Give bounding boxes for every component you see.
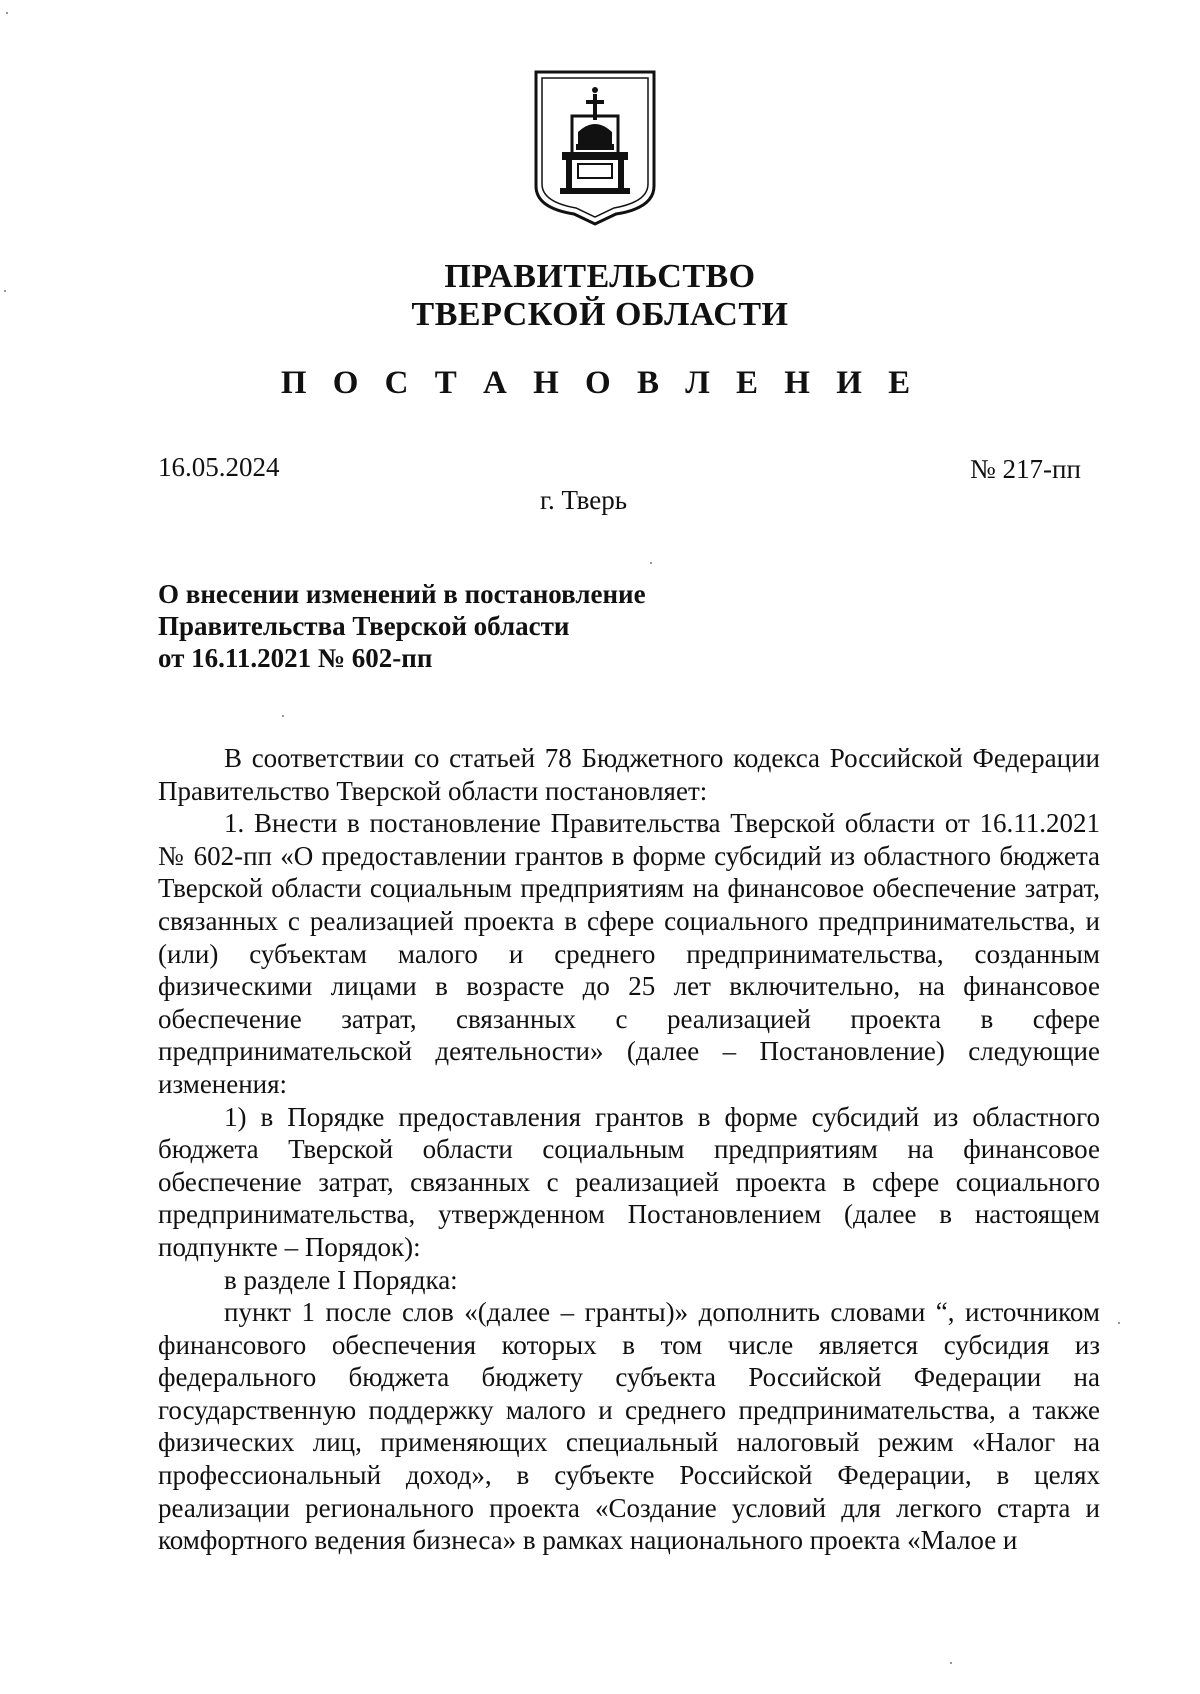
org-name-line1: ПРАВИТЕЛЬСТВО <box>444 258 756 295</box>
scan-speck <box>650 562 652 564</box>
scan-speck <box>950 1662 952 1664</box>
document-subject <box>158 578 646 674</box>
body-paragraph: 1. Внести в постановление Правительства Тверской области от 16.11.2021 № 602-пп «О предоставлении грантов в форме субсидий из областного бюджета Тверской области социальным предприятиям на финансовое обеспечение затрат, связанных с реализацией проекта в сфере социального предпринимательства, и (или) субъектам малого и среднего предпринимательства, созданным физическими лицами в возрасте до 25 лет включительно, на финансовое обеспечение затрат, связанных с реализацией проекта в сфере предпринимательской деятельности» (далее – Постановление) следующие изменения: <box>158 808 1100 1099</box>
scan-speck <box>4 290 6 292</box>
body-paragraph: В соответствии со статьей 78 Бюджетного кодекса Российской Федерации Правительство Тверской области постановляет: <box>158 743 1100 806</box>
coat-of-arms-icon <box>532 68 658 226</box>
document-body <box>158 742 1100 1557</box>
document-city: г. Тверь <box>540 485 628 515</box>
subject-line1: О внесении изменений в постановление <box>158 579 646 609</box>
body-paragraph: в разделе I Порядка: <box>224 1264 458 1295</box>
subject-line2: Правительства Тверской области <box>158 611 570 641</box>
subject-line3: от 16.11.2021 № 602-пп <box>158 643 433 673</box>
scan-speck <box>6 12 8 14</box>
body-paragraph: пункт 1 после слов «(далее – гранты)» дополнить словами “, источником финансового обеспечения которых в том числе является субсидия из федерального бюджета бюджету субъекта Российской Федерации на государственную поддержку малого и среднего предпринимательства, а также физических лиц, применяющих специальный налоговый режим «Налог на профессиональный доход», в субъекте Российской Федерации, в целях реализации регионального проекта «Создание условий для легкого старта и комфортного ведения бизнеса» в рамках национального проекта «Малое и <box>158 1297 1100 1556</box>
document-date: 16.05.2024 <box>158 452 280 482</box>
document-number: № 217-пп <box>970 454 1081 484</box>
scan-speck <box>1118 1322 1120 1324</box>
org-name-line2: ТВЕРСКОЙ ОБЛАСТИ <box>411 296 789 333</box>
scan-speck <box>282 715 284 717</box>
document-type: П О С Т А Н О В Л Е Н И Е <box>280 365 920 401</box>
body-paragraph: 1) в Порядке предоставления грантов в форме субсидий из областного бюджета Тверской области социальным предприятиям на финансовое обеспечение затрат, связанных с реализацией проекта в сфере социального предпринимательства, утвержденном Постановлением (далее в настоящем подпункте – Порядок): <box>158 1101 1100 1262</box>
